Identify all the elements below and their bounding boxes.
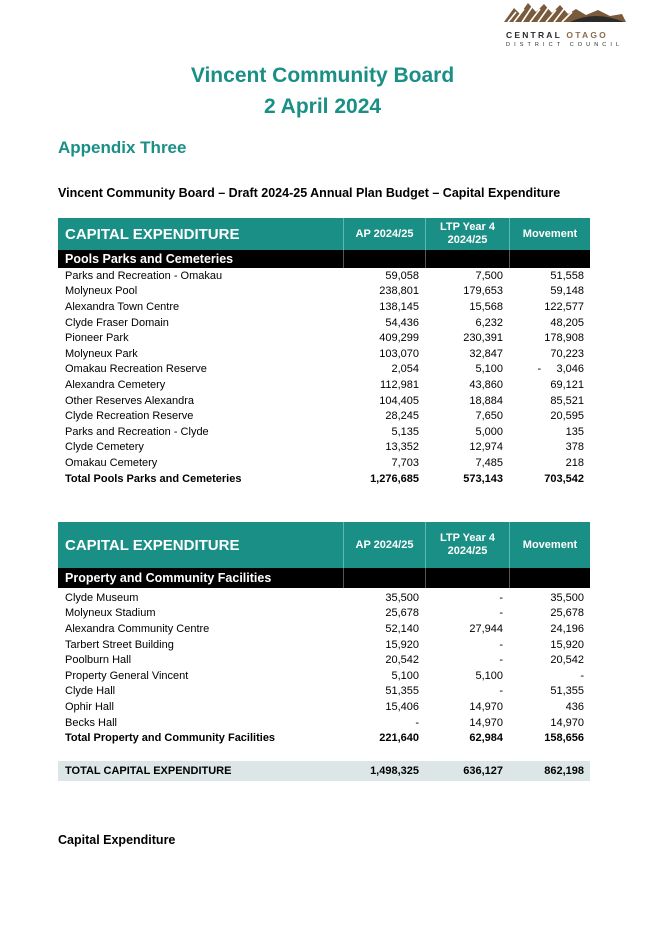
- cell-ltp: -: [499, 685, 503, 698]
- row-label: Poolburn Hall: [65, 654, 132, 667]
- table-row: [58, 440, 590, 456]
- cell-ltp: 32,847: [469, 347, 503, 360]
- cell-movement: 48,205: [550, 316, 584, 329]
- cell-ltp: 14,970: [469, 716, 503, 729]
- cell-movement: 85,521: [550, 394, 584, 407]
- cell-ltp: 230,391: [463, 332, 503, 345]
- table-row: [58, 408, 590, 424]
- section-title: Pools Parks and Cemeteries: [65, 252, 234, 266]
- header-title: CAPITAL EXPENDITURE: [65, 536, 240, 554]
- table-body: [58, 590, 590, 730]
- cell-ltp: 5,100: [475, 363, 503, 376]
- cell-ap: 5,135: [391, 425, 419, 438]
- row-label: Clyde Hall: [65, 685, 116, 698]
- table-header: [58, 218, 590, 250]
- cell-movement: 24,196: [550, 622, 584, 635]
- row-label: Property General Vincent: [65, 669, 189, 682]
- cell-movement: 25,678: [550, 607, 584, 620]
- cell-ltp: 7,485: [475, 456, 503, 469]
- table-row: [58, 699, 590, 715]
- cell-movement: 20,542: [550, 654, 584, 667]
- cell-movement: - 3,046: [537, 363, 584, 376]
- row-label: Molyneux Park: [65, 347, 138, 360]
- header-ap: AP 2024/25: [343, 522, 425, 568]
- section-heading-capital-expenditure: Capital Expenditure: [58, 833, 176, 847]
- cell-ltp: 43,860: [469, 378, 503, 391]
- grand-total-movement: 862,198: [544, 765, 584, 777]
- cell-ltp: 15,568: [469, 300, 503, 313]
- cell-movement: 20,595: [550, 410, 584, 423]
- cell-ap: 7,703: [391, 456, 419, 469]
- table-row: [58, 299, 590, 315]
- table-total-row: [58, 730, 590, 746]
- appendix-heading: Appendix Three: [58, 138, 187, 157]
- table-row: [58, 362, 590, 378]
- row-label: Molyneux Pool: [65, 285, 138, 298]
- table-row: [58, 377, 590, 393]
- cell-movement: 135: [565, 425, 584, 438]
- table-row: [58, 668, 590, 684]
- cell-ltp: 7,650: [475, 410, 503, 423]
- cell-ap: 112,981: [380, 378, 419, 391]
- row-label: Tarbert Street Building: [65, 638, 174, 651]
- table-total-row: [58, 471, 590, 487]
- cell-ap: 35,500: [385, 591, 419, 604]
- row-label: Pioneer Park: [65, 332, 129, 345]
- cell-ap: 103,070: [379, 347, 419, 360]
- table-row: [58, 424, 590, 440]
- grand-total-label: TOTAL CAPITAL EXPENDITURE: [65, 765, 232, 777]
- cell-ap: 51,355: [385, 685, 419, 698]
- row-label: Alexandra Cemetery: [65, 378, 166, 391]
- cell-movement: 122,577: [544, 300, 584, 313]
- cell-movement: 59,148: [550, 285, 584, 298]
- cell-ap: 28,245: [385, 410, 419, 423]
- header-ltp: LTP Year 4 2024/25: [425, 522, 509, 568]
- document-date: 2 April 2024: [263, 95, 382, 118]
- grand-total-ap: 1,498,325: [370, 765, 419, 777]
- cell-movement: 51,558: [550, 269, 584, 282]
- header-title: CAPITAL EXPENDITURE: [65, 225, 240, 243]
- cell-ltp: 6,232: [475, 316, 503, 329]
- cell-ltp: -: [499, 638, 503, 651]
- row-label: Ophir Hall: [65, 700, 114, 713]
- table-row: [58, 621, 590, 637]
- row-label: Parks and Recreation - Omakau: [65, 269, 223, 282]
- logo-text-otago: OTAGO: [566, 30, 608, 40]
- row-label: Clyde Fraser Domain: [65, 316, 169, 329]
- cell-movement: 35,500: [550, 591, 584, 604]
- total-label: Total Property and Community Facilities: [65, 732, 276, 745]
- table-row: [58, 684, 590, 700]
- cell-ltp: 27,944: [469, 622, 503, 635]
- table-row: [58, 393, 590, 409]
- table-row: [58, 284, 590, 300]
- total-movement: 703,542: [544, 472, 584, 485]
- row-label: Omakau Cemetery: [65, 456, 158, 469]
- table-row: [58, 715, 590, 731]
- cell-ltp: 18,884: [469, 394, 503, 407]
- row-label: Parks and Recreation - Clyde: [65, 425, 209, 438]
- cell-movement: 51,355: [550, 685, 584, 698]
- cell-ap: 409,299: [379, 332, 419, 345]
- table-row: [58, 455, 590, 471]
- cell-ltp: -: [499, 607, 503, 620]
- cell-movement: -: [580, 669, 584, 682]
- row-label: Becks Hall: [65, 716, 117, 729]
- cell-movement: 178,908: [544, 332, 584, 345]
- total-movement: 158,656: [544, 732, 584, 745]
- cell-ltp: 12,974: [469, 441, 503, 454]
- cell-ltp: 7,500: [475, 269, 503, 282]
- total-ltp: 62,984: [469, 732, 503, 745]
- table-row: [58, 346, 590, 362]
- header-ltp: LTP Year 4 2024/25: [425, 218, 509, 250]
- header-movement: Movement: [509, 522, 590, 568]
- logo-text-central: CENTRAL: [506, 30, 562, 40]
- cell-movement: 436: [565, 700, 584, 713]
- section-title: Property and Community Facilities: [65, 571, 272, 585]
- table-body: [58, 268, 590, 471]
- row-label: Clyde Museum: [65, 591, 139, 604]
- mountains-logo-icon: [500, 0, 630, 30]
- row-label: Omakau Recreation Reserve: [65, 363, 207, 376]
- logo-text-council: DISTRICT COUNCIL: [506, 42, 624, 48]
- cell-movement: 378: [565, 441, 584, 454]
- total-ap: 1,276,685: [370, 472, 419, 485]
- document-title: Vincent Community Board: [190, 64, 455, 87]
- cell-ap: 2,054: [391, 363, 419, 376]
- row-label: Clyde Cemetery: [65, 441, 144, 454]
- row-label: Clyde Recreation Reserve: [65, 410, 194, 423]
- cell-ap: 238,801: [379, 285, 419, 298]
- grand-total-row: [58, 761, 590, 781]
- cell-movement: 14,970: [550, 716, 584, 729]
- table-row: [58, 590, 590, 606]
- cell-movement: 70,223: [550, 347, 584, 360]
- table-row: [58, 330, 590, 346]
- cell-ap: 104,405: [379, 394, 419, 407]
- total-ap: 221,640: [379, 732, 419, 745]
- total-label: Total Pools Parks and Cemeteries: [65, 472, 242, 485]
- cell-movement: 15,920: [550, 638, 584, 651]
- table-caption: Vincent Community Board – Draft 2024-25 Annual Plan Budget – Capital Expenditure: [58, 186, 561, 200]
- header-ap: AP 2024/25: [343, 218, 425, 250]
- section-heading: [58, 250, 590, 268]
- cell-ap: 5,100: [391, 669, 419, 682]
- row-label: Alexandra Town Centre: [65, 300, 180, 313]
- table-row: [58, 315, 590, 331]
- section-heading: [58, 568, 590, 588]
- cell-ltp: 5,100: [475, 669, 503, 682]
- cell-ltp: 5,000: [475, 425, 503, 438]
- cell-ap: 59,058: [385, 269, 419, 282]
- table-row: [58, 652, 590, 668]
- table-header: [58, 522, 590, 568]
- cell-movement: 69,121: [550, 378, 584, 391]
- cell-movement: 218: [565, 456, 584, 469]
- table-row: [58, 637, 590, 653]
- header-movement: Movement: [509, 218, 590, 250]
- grand-total-ltp: 636,127: [463, 765, 503, 777]
- cell-ltp: -: [499, 591, 503, 604]
- row-label: Molyneux Stadium: [65, 607, 156, 620]
- cell-ap: 54,436: [385, 316, 419, 329]
- cell-ap: 15,920: [385, 638, 419, 651]
- cell-ap: 138,145: [379, 300, 419, 313]
- total-ltp: 573,143: [463, 472, 503, 485]
- cell-ap: 25,678: [385, 607, 419, 620]
- cell-ap: 13,352: [385, 441, 419, 454]
- cell-ap: -: [415, 716, 419, 729]
- table-row: [58, 606, 590, 622]
- table-row: [58, 268, 590, 284]
- council-logo: [500, 0, 630, 52]
- cell-ltp: 14,970: [469, 700, 503, 713]
- cell-ap: 20,542: [385, 654, 419, 667]
- cell-ap: 52,140: [385, 622, 419, 635]
- row-label: Alexandra Community Centre: [65, 622, 210, 635]
- cell-ap: 15,406: [385, 700, 419, 713]
- row-label: Other Reserves Alexandra: [65, 394, 195, 407]
- cell-ltp: -: [499, 654, 503, 667]
- cell-ltp: 179,653: [463, 285, 503, 298]
- capex-table-pools-parks: [58, 218, 590, 486]
- capex-table-property: [58, 522, 590, 746]
